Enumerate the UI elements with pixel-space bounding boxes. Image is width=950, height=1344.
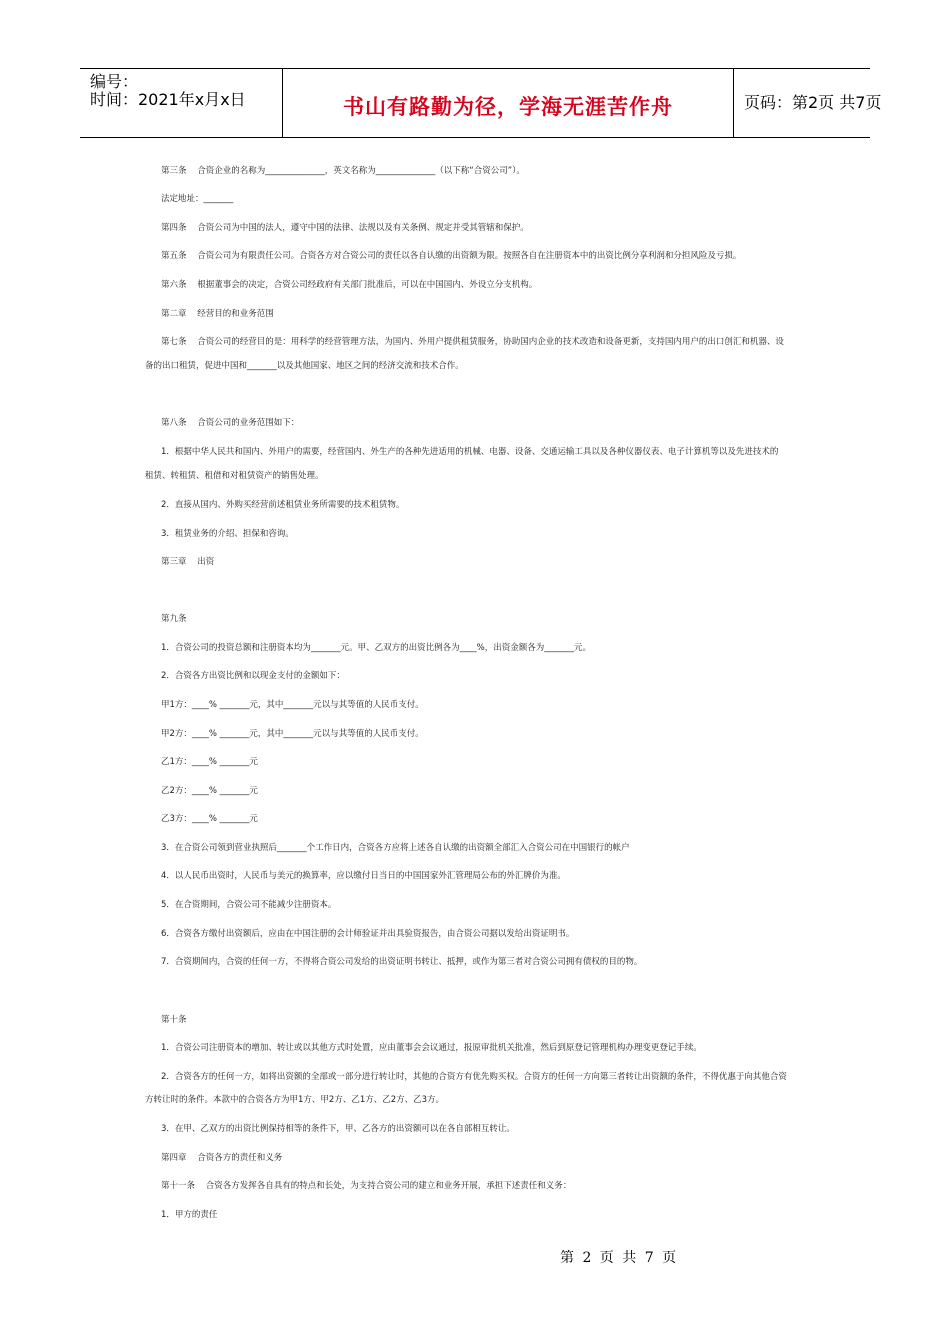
party-b3-contribution: 乙3方：____% _______元: [161, 814, 258, 824]
legal-address: 法定地址：_______: [161, 194, 234, 204]
article-9-item-5: 5．在合资期间，合资公司不能减少注册资本。: [161, 900, 337, 910]
article-10-item-2-line-2: 方转让时的条件。本款中的合资各方为甲1方、甲2方、乙1方、乙2方、乙3方。: [145, 1095, 445, 1105]
article-10: 第十条: [161, 1015, 187, 1025]
header-motto: 书山有路勤为径，学海无涯苦作舟: [343, 95, 673, 119]
article-9-item-7: 7．合资期间内，合资的任何一方，不得将合资公司发给的出资证明书转让、抵押，或作为第三者对合资公司拥有债权的目的物。: [161, 957, 643, 967]
article-10-item-3: 3．在甲、乙双方的出资比例保持相等的条件下，甲、乙各方的出资额可以在各自部相互转让。: [161, 1124, 515, 1134]
article-6: 第六条 根据董事会的决定，合资公司经政府有关部门批准后，可以在中国国内、外设立分支机构。: [161, 280, 538, 290]
article-9-item-3: 3．在合资公司领到营业执照后_______个工作日内，合资各方应将上述各自认缴的出资额全部汇入合资公司在中国银行的帐户: [161, 843, 630, 853]
article-8-item-1-line-2: 租赁、转租赁、租借和对租赁资产的销售处理。: [145, 471, 324, 481]
article-7-line-2: 备的出口租赁，促进中国和_______以及其他国家、地区之间的经济交流和技术合作。: [145, 361, 464, 371]
article-3: 第三条 合资企业的名称为______________，英文名称为______________（以下称“合资公司”）。: [161, 166, 525, 176]
article-8-item-1-line-1: 1．根据中华人民共和国内、外用户的需要，经营国内、外生产的各种先进适用的机械、电器、设备、交通运输工具以及各种仪器仪表、电子计算机等以及先进技术的: [161, 447, 779, 457]
chapter-2-heading: 第二章 经营目的和业务范围: [161, 309, 274, 319]
document-body: [145, 0, 810, 1344]
article-8-item-3: 3．租赁业务的介绍、担保和咨询。: [161, 529, 294, 539]
article-8: 第八条 合资公司的业务范围如下：: [161, 418, 300, 428]
article-9: 第九条: [161, 614, 187, 624]
chapter-3-heading: 第三章 出资: [161, 557, 215, 567]
article-5: 第五条 合资公司为有限责任公司。合资各方对合资公司的责任以各自认缴的出资额为限。按照各自在注册资本中的出资比例分享利润和分担风险及亏损。: [161, 251, 742, 261]
article-10-item-1: 1．合资公司注册资本的增加、转让或以其他方式时处置，应由董事会会议通过，报原审批机关批准，然后到原登记管理机构办理变更登记手续。: [161, 1043, 702, 1053]
document-time-label: 时间：2021年x月x日: [90, 90, 246, 109]
article-11: 第十一条 合资各方发挥各自具有的特点和长处，为支持合资公司的建立和业务开展，承担下述责任和义务：: [161, 1181, 572, 1191]
article-9-item-1: 1．合资公司的投资总额和注册资本均为_______元。甲、乙双方的出资比例各为____%，出资金额各为_______元。: [161, 643, 591, 653]
party-a1-contribution: 甲1方：____% _______元，其中_______元以与其等值的人民币支付。: [161, 700, 424, 710]
article-7-line-1: 第七条 合资公司的经营目的是：用科学的经营管理方法，为国内、外用户提供租赁服务，协助国内企业的技术改造和设备更新，支持国内用户的出口创汇和机器、设: [161, 337, 784, 347]
article-9-item-2: 2．合资各方出资比例和以现金支付的金额如下：: [161, 671, 345, 681]
party-a-duties-heading: 1．甲方的责任: [161, 1210, 218, 1220]
chapter-4-heading: 第四章 合资各方的责任和义务: [161, 1153, 283, 1163]
party-b2-contribution: 乙2方：____% _______元: [161, 786, 258, 796]
header-page-label: 页码：第2页 共7页: [744, 93, 882, 112]
article-8-item-2: 2．直接从国内、外购买经营前述租赁业务所需要的技术租赁物。: [161, 500, 405, 510]
article-4: 第四条 合资公司为中国的法人，遵守中国的法律、法规以及有关条例、规定并受其管辖和保护。: [161, 223, 529, 233]
party-a2-contribution: 甲2方：____% _______元，其中_______元以与其等值的人民币支付。: [161, 729, 424, 739]
article-9-item-6: 6．合资各方缴付出资额后，应由在中国注册的会计师验证并出具验资报告，由合资公司据以发给出资证明书。: [161, 929, 575, 939]
document-number-label: 编号：: [90, 72, 139, 91]
page-footer: 第 2 页 共 7 页: [560, 1250, 679, 1266]
article-10-item-2-line-1: 2．合资各方的任何一方，如将出资额的全部或一部分进行转让时，其他的合资方有优先购买权。合资方的任何一方向第三者转让出资额的条件，不得优惠于向其他合资: [161, 1072, 787, 1082]
party-b1-contribution: 乙1方：____% _______元: [161, 757, 258, 767]
article-9-item-4: 4．以人民币出资时，人民币与美元的换算率，应以缴付日当日的中国国家外汇管理局公布的外汇牌价为准。: [161, 871, 566, 881]
